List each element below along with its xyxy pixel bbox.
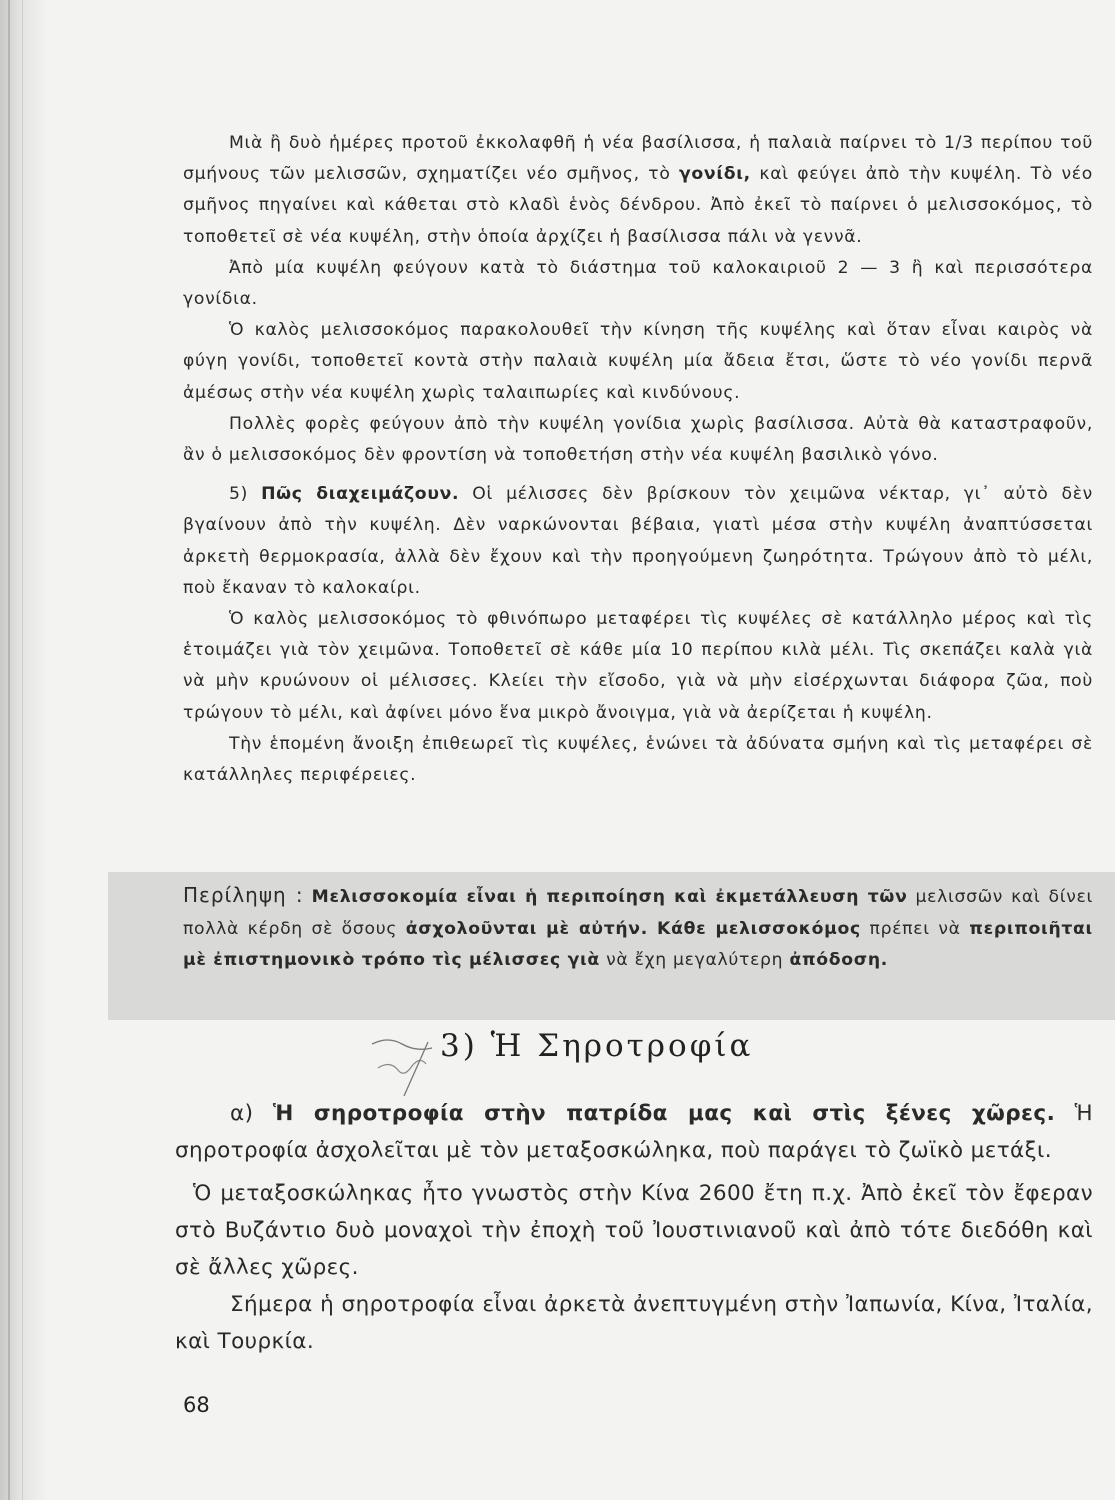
term-wintering: Πῶς διαχειμάζουν.	[261, 484, 460, 505]
page-number: 68	[183, 1393, 210, 1417]
paragraph-swarm-count: Ἀπὸ μία κυψέλη φεύγουν κατὰ τὸ διάστημα τοῦ καλοκαιριοῦ 2 — 3 ἢ καὶ περισσότερα γονίδια.	[183, 257, 1093, 310]
book-gutter-shadow	[0, 0, 48, 1500]
paragraph-good-beekeeper: Ὁ καλὸς μελισσοκόμος παρακολουθεῖ τὴν κίνηση τῆς κυψέλης καὶ ὅταν εἶναι καιρὸς νὰ φύγη γονίδι, τοποθετεῖ κοντὰ στὴν παλαιὰ κυψέλη μία ἄδεια ἔτσι, ὥστε τὸ νέο γονίδι περνᾶ ἀμέσως στὴν νέα κυψέλη χωρὶς ταλαιπωρίες καὶ κινδύνους.	[183, 320, 1093, 403]
paragraph-autumn-prep: Ὁ καλὸς μελισσοκόμος τὸ φθινόπωρο μεταφέρει τὶς κυψέλες σὲ κατάλληλο μέρος καὶ τὶς ἑτοιμάζει γιὰ τὸν χειμῶνα. Τοποθετεῖ σὲ κάθε μία 10 περίπου κιλὰ μέλι. Τὶς σκεπάζει καλὰ γιὰ νὰ μὴν κρυώνουν οἱ μέλισσες. Κλείει τὴν εἴσοδο, γιὰ νὰ μὴν εἰσέρχωνται διάφορα ζῶα, ποὺ τρώγουν τὸ μέλι, καὶ ἀφίνει μόνο ἕνα μικρὸ ἄνοιγμα, γιὰ νὰ ἀερίζεται ἡ κυψέλη.	[183, 609, 1093, 723]
paragraph-no-queen: Πολλὲς φορὲς φεύγουν ἀπὸ τὴν κυψέλη γονίδια χωρὶς βασίλισσα. Αὐτὰ θὰ καταστραφοῦν, ἂν ὁ μελισσοκόμος δὲν φροντίση νὰ τοποθετήση στὴν νέα κυψέλη βασιλικὸ γόνο.	[183, 413, 1093, 466]
paragraph-wintering: 5) Πῶς διαχειμάζουν. Οἱ μέλισσες δὲν βρίσκουν τὸν χειμῶνα νέκταρ, γι᾽ αὐτὸ δὲν βγαίνουν ἀπὸ τὴν κυψέλη. Δὲν ναρκώνονται βέβαια, γιατὶ μέσα στὴν κυψέλη ἀναπτύσσεται ἀρκετὴ θερμοκρασία, ἀλλὰ δὲν ἔχουν καὶ τὴν προηγούμενη ζωηρότητα. Τρώγουν ἀπὸ τὸ μέλι, ποὺ ἔκαναν τὸ καλοκαίρι.	[183, 484, 1093, 598]
paragraph-swarm: Μιὰ ἢ δυὸ ἡμέρες προτοῦ ἐκκολαφθῆ ἡ νέα βασίλισσα, ἡ παλαιὰ παίρνει τὸ 1/3 περίπου τοῦ σμήνους τῶν μελισσῶν, σχηματίζει νέο σμῆνος, τὸ γονίδι, καὶ φεύγει ἀπὸ τὴν κυψέλη. Τὸ νέο σμῆνος πηγαίνει καὶ κάθεται στὸ κλαδὶ ἑνὸς δένδρου. Ἀπὸ ἐκεῖ τὸ παίρνει ὁ μελισσοκόμος, τὸ τοποθετεῖ σὲ νέα κυψέλη, στὴν ὁποία ἀρχίζει ἡ βασίλισσα πάλι νὰ γεννᾶ.	[183, 133, 1093, 247]
term-gonidi: γονίδι,	[679, 164, 751, 185]
paragraph-spring-inspection: Τὴν ἑπομένη ἄνοιξη ἐπιθεωρεῖ τὶς κυψέλες, ἑνώνει τὰ ἀδύνατα σμήνη καὶ τὶς μεταφέρει σὲ κατάλληλες περιφέρειες.	[183, 733, 1093, 786]
section-heading-sericulture: 3) Ἡ Σηροτροφία	[440, 1028, 754, 1064]
summary-label: Περίληψη :	[183, 883, 304, 907]
summary-box: Περίληψη : Μελισσοκομία εἶναι ἡ περιποίηση καὶ ἐκμετάλλευση τῶν μελισσῶν καὶ δίνει πολλὰ κέρδη σὲ ὅσους ἀσχολοῦνται μὲ αὐτήν. Κάθε μελισσοκόμος πρέπει νὰ περιποιῆται μὲ ἐπιστημονικὸ τρόπο τὶς μέλισσες γιὰ νὰ ἔχη μεγαλύτερη ἀπόδοση.	[183, 883, 1094, 970]
sericulture-section	[175, 1095, 1093, 1360]
subsection-a-title: Ἡ σηροτροφία στὴν πατρίδα μας καὶ στὶς ξένες χῶρες.	[272, 1101, 1056, 1126]
subsection-a: α) Ἡ σηροτροφία στὴν πατρίδα μας καὶ στὶς ξένες χῶρες. Ἡ σηροτροφία ἀσχολεῖται μὲ τὸν μεταξοσκώληκα, ποὺ παράγει τὸ ζωϊκὸ μετάξι.	[175, 1101, 1094, 1163]
paragraph-silkworm-history: Ὁ μεταξοσκώληκας ἦτο γνωστὸς στὴν Κίνα 2600 ἔτη π.χ. Ἀπὸ ἐκεῖ τὸν ἔφεραν στὸ Βυζάντιο δυὸ μοναχοὶ τὴν ἐποχὴ τοῦ Ἰουστινιανοῦ καὶ ἀπὸ τότε διεδόθη καὶ σὲ ἄλλες χῶρες.	[175, 1181, 1093, 1280]
paragraph-silkworm-today: Σήμερα ἡ σηροτροφία εἶναι ἀρκετὰ ἀνεπτυγμένη στὴν Ἰαπωνία, Κίνα, Ἰταλία, καὶ Τουρκία.	[175, 1292, 1093, 1354]
main-text	[183, 128, 1093, 791]
